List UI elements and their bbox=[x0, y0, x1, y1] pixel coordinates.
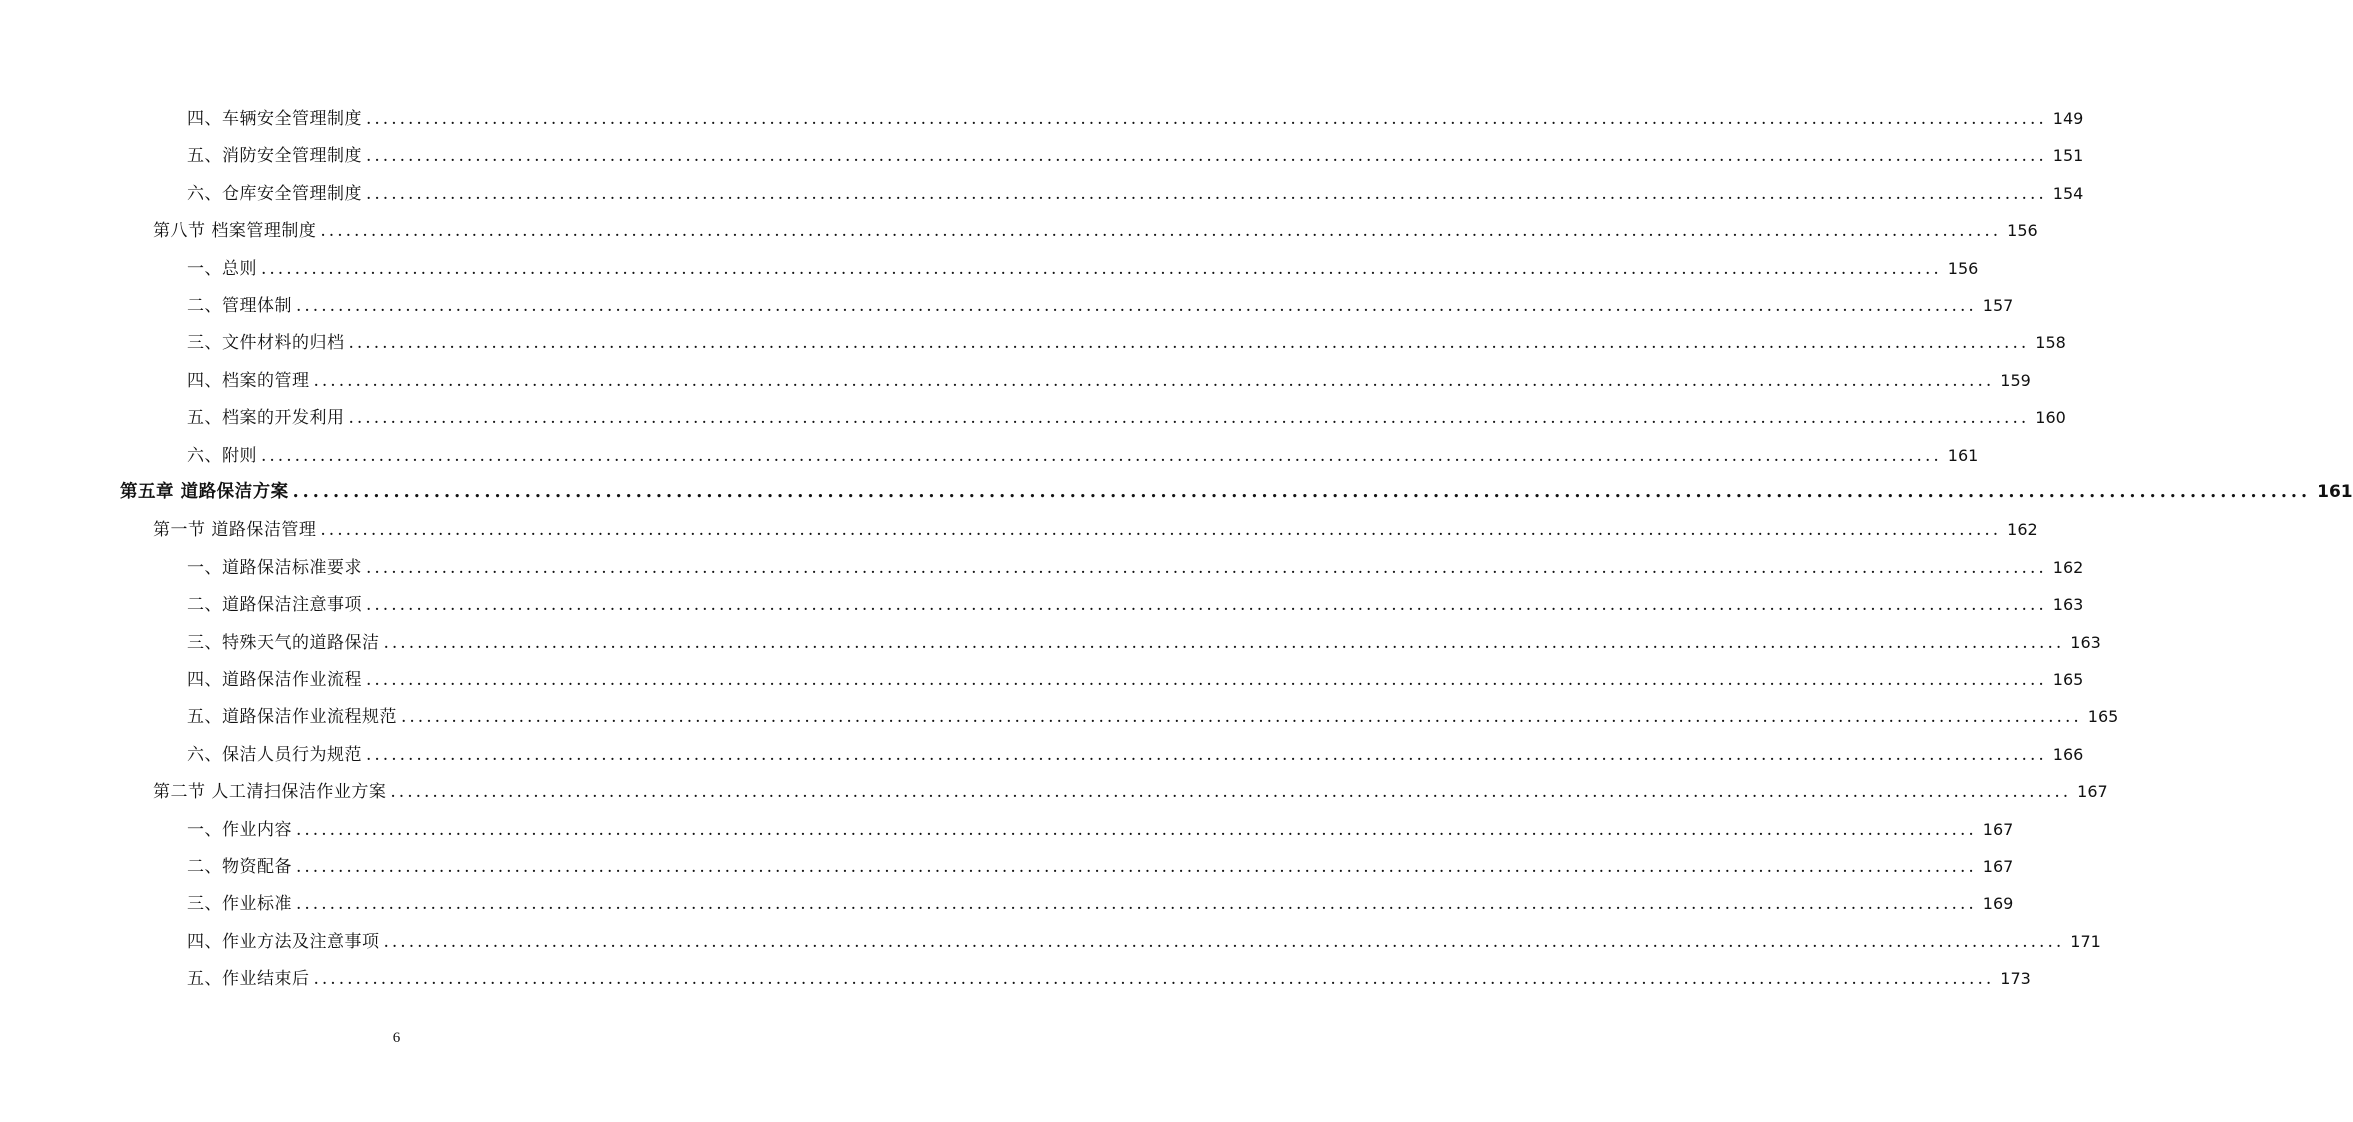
toc-entry-title: 四、车辆安全管理制度 bbox=[187, 109, 362, 129]
toc-entry[interactable] bbox=[187, 586, 2084, 623]
toc-entry-page: 166 bbox=[2052, 744, 2084, 764]
toc-leader-dots: ........................................................................................................................................................................................................ bbox=[383, 632, 2065, 653]
toc-entry-title: 六、附则 bbox=[187, 445, 257, 466]
toc-entry[interactable] bbox=[187, 661, 2084, 698]
toc-entry-title: 一、道路保洁标准要求 bbox=[187, 557, 362, 578]
toc-entry-page: 167 bbox=[1982, 819, 2014, 839]
toc-entry-title: 五、作业结束后 bbox=[187, 969, 310, 990]
toc-entry[interactable] bbox=[187, 100, 2084, 137]
toc-leader-dots: ........................................................................................................................................................................................................ bbox=[366, 557, 2047, 578]
toc-entry-title: 第一节 道路保洁管理 bbox=[153, 520, 317, 541]
toc-entry-title: 第二节 人工清扫保洁作业方案 bbox=[153, 782, 387, 803]
toc-entry-title: 四、作业方法及注意事项 bbox=[187, 931, 380, 952]
toc-entry[interactable] bbox=[153, 511, 2038, 548]
toc-entry-page: 160 bbox=[2035, 408, 2066, 428]
toc-leader-dots: ........................................................................................................................................................................................................ bbox=[383, 931, 2065, 952]
toc-entry[interactable] bbox=[187, 698, 2119, 735]
toc-leader-dots: ........................................................................................................................................................................................................ bbox=[296, 894, 1977, 915]
toc-entry-page: 165 bbox=[2052, 670, 2084, 689]
toc-entry-title: 四、档案的管理 bbox=[187, 370, 310, 391]
toc-entry[interactable] bbox=[187, 250, 1979, 287]
toc-leader-dots: ........................................................................................................................................................................................................ bbox=[320, 520, 2002, 541]
toc-entry-page: 159 bbox=[2000, 370, 2031, 390]
toc-entry-title: 三、作业标准 bbox=[187, 894, 292, 915]
toc-entry[interactable] bbox=[187, 175, 2084, 212]
toc-leader-dots: ........................................................................................................................................................................................................ bbox=[366, 744, 2047, 765]
toc-entry[interactable] bbox=[187, 362, 2031, 399]
toc-leader-dots: ........................................................................................................................................................................................................ bbox=[366, 109, 2047, 129]
toc-entry-page: 149 bbox=[2052, 109, 2084, 128]
page-number: 6 bbox=[392, 1030, 401, 1046]
toc-entry-title: 第五章 道路保洁方案 bbox=[120, 482, 289, 502]
toc-entry-page: 162 bbox=[2052, 557, 2084, 577]
toc-entry-page: 161 bbox=[2317, 482, 2353, 502]
toc-entry-title: 三、文件材料的归档 bbox=[187, 333, 345, 354]
toc-leader-dots: ........................................................................................................................................................................................................ bbox=[390, 782, 2072, 803]
toc-entry-page: 169 bbox=[1982, 894, 2014, 914]
toc-entry[interactable] bbox=[187, 287, 2014, 324]
toc-leader-dots: ........................................................................................................................................................................................................ bbox=[296, 857, 1977, 877]
toc-leader-dots: ........................................................................................................................................................................................................ bbox=[261, 258, 1942, 279]
toc-entry-page: 163 bbox=[2070, 632, 2101, 652]
toc-entry-page: 167 bbox=[1982, 857, 2014, 876]
toc-entry[interactable] bbox=[120, 474, 2353, 511]
toc-leader-dots: ........................................................................................................................................................................................................ bbox=[313, 370, 1995, 391]
toc-entry-page: 157 bbox=[1982, 296, 2014, 315]
toc-leader-dots: ........................................................................................................................................................................................................ bbox=[261, 445, 1942, 466]
toc-entry-page: 156 bbox=[2007, 221, 2038, 241]
toc-entry-title: 五、消防安全管理制度 bbox=[187, 146, 362, 167]
toc-entry-title: 六、保洁人员行为规范 bbox=[187, 744, 362, 765]
toc-entry[interactable] bbox=[187, 848, 2014, 885]
toc-entry-title: 第八节 档案管理制度 bbox=[153, 221, 317, 242]
toc-leader-dots: ........................................................................................................................................................................................................ bbox=[366, 183, 2047, 204]
toc-entry[interactable] bbox=[187, 137, 2084, 174]
toc-entry-page: 171 bbox=[2070, 931, 2101, 951]
toc-entry[interactable] bbox=[187, 399, 2066, 436]
toc-entry-page: 165 bbox=[2087, 707, 2119, 727]
toc-entry[interactable] bbox=[187, 736, 2084, 773]
toc-entry-title: 二、道路保洁注意事项 bbox=[187, 595, 362, 616]
toc-entry[interactable] bbox=[187, 885, 2014, 922]
toc-leader-dots: ........................................................................................................................................................................................................ bbox=[348, 333, 2030, 354]
toc-entry-title: 二、物资配备 bbox=[187, 857, 292, 877]
toc-entry-title: 一、作业内容 bbox=[187, 819, 292, 840]
toc-entry-page: 161 bbox=[1947, 445, 1979, 465]
toc-entry-title: 五、道路保洁作业流程规范 bbox=[187, 707, 397, 728]
toc-leader-dots: ........................................................................................................................................................................................................ bbox=[296, 296, 1977, 316]
toc-entry[interactable] bbox=[153, 212, 2038, 249]
toc-leader-dots: ........................................................................................................................................................................................................ bbox=[366, 595, 2047, 616]
toc-entry-title: 二、管理体制 bbox=[187, 296, 292, 316]
toc-entry-title: 六、仓库安全管理制度 bbox=[187, 183, 362, 204]
toc-entry[interactable] bbox=[187, 923, 2101, 960]
toc-leader-dots: ........................................................................................................................................................................................................ bbox=[313, 969, 1995, 990]
toc-leader-dots: ........................................................................................................................................................................................................ bbox=[366, 146, 2047, 167]
toc-leader-dots: ........................................................................................................................................................................................................ bbox=[320, 221, 2002, 242]
toc-entry-page: 173 bbox=[2000, 969, 2031, 989]
toc-entry-title: 四、道路保洁作业流程 bbox=[187, 670, 362, 690]
toc-leader-dots: ........................................................................................................................................................................................................ bbox=[296, 819, 1977, 840]
toc-entry-title: 一、总则 bbox=[187, 258, 257, 279]
toc-entry-page: 162 bbox=[2007, 520, 2038, 540]
toc-entry[interactable] bbox=[187, 960, 2031, 997]
toc-leader-dots: ........................................................................................................................................................................................................ bbox=[348, 408, 2030, 429]
toc-entry-page: 151 bbox=[2052, 146, 2084, 166]
toc-entry[interactable] bbox=[153, 773, 2108, 810]
toc-entry-title: 五、档案的开发利用 bbox=[187, 408, 345, 429]
toc-entry-page: 154 bbox=[2052, 183, 2084, 203]
toc-entry[interactable] bbox=[187, 624, 2101, 661]
toc-entry[interactable] bbox=[187, 437, 1979, 474]
toc-entry-title: 三、特殊天气的道路保洁 bbox=[187, 632, 380, 653]
toc-leader-dots: ........................................................................................................................................................................................................ bbox=[292, 482, 2312, 502]
toc-entry[interactable] bbox=[187, 549, 2084, 586]
toc-entry-page: 156 bbox=[1947, 258, 1979, 278]
toc-entry-page: 163 bbox=[2052, 595, 2084, 615]
toc-leader-dots: ........................................................................................................................................................................................................ bbox=[401, 707, 2082, 728]
toc-entry-page: 158 bbox=[2035, 333, 2066, 353]
toc-entry-page: 167 bbox=[2077, 782, 2108, 802]
toc-leader-dots: ........................................................................................................................................................................................................ bbox=[366, 670, 2047, 690]
toc-entry[interactable] bbox=[187, 811, 2014, 848]
toc-entry[interactable] bbox=[187, 324, 2066, 361]
